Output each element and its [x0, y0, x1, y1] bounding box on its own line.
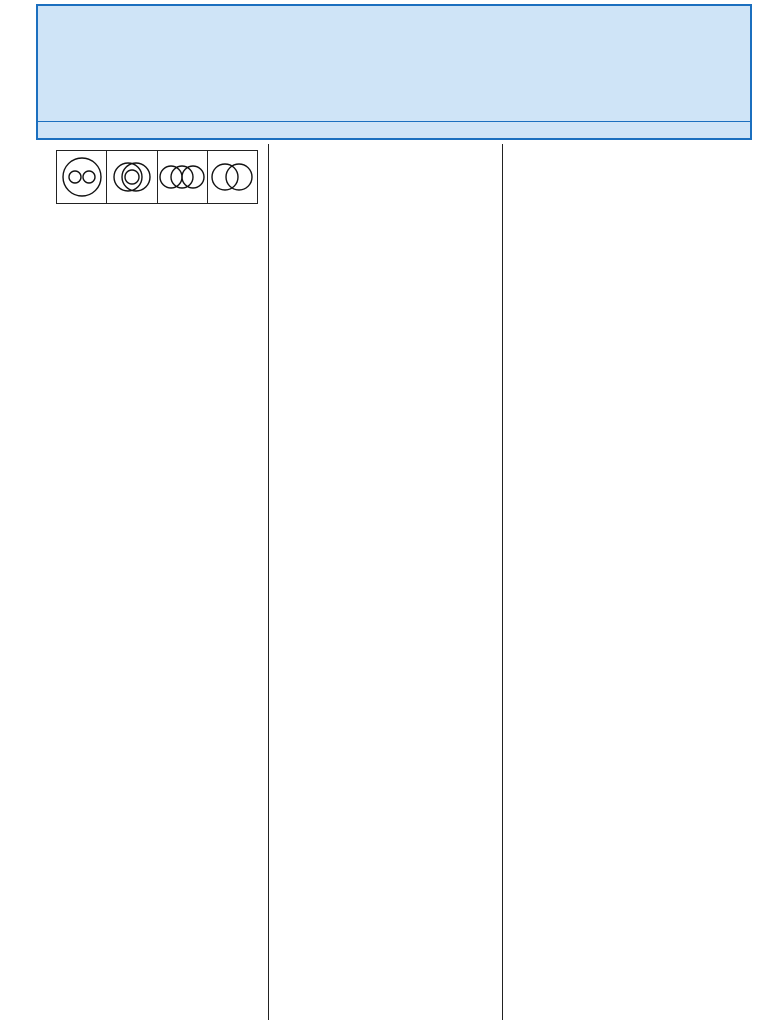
column-3: [502, 144, 760, 1020]
venn-diagram-options: [56, 150, 258, 204]
venn-option-1: [57, 151, 107, 203]
question-columns: [36, 144, 760, 1020]
column-2: [268, 144, 500, 1020]
venn-option-4: [208, 151, 257, 203]
column-1: [36, 144, 264, 1020]
time-marks-bar: [38, 121, 750, 138]
venn-circles-icon-3: [159, 155, 205, 199]
venn-circles-icon-1: [60, 155, 104, 199]
venn-option-2: [107, 151, 157, 203]
venn-option-3: [158, 151, 208, 203]
venn-circles-icon-2: [110, 155, 154, 199]
venn-circles-icon-4: [210, 155, 254, 199]
header-box: [36, 4, 752, 140]
